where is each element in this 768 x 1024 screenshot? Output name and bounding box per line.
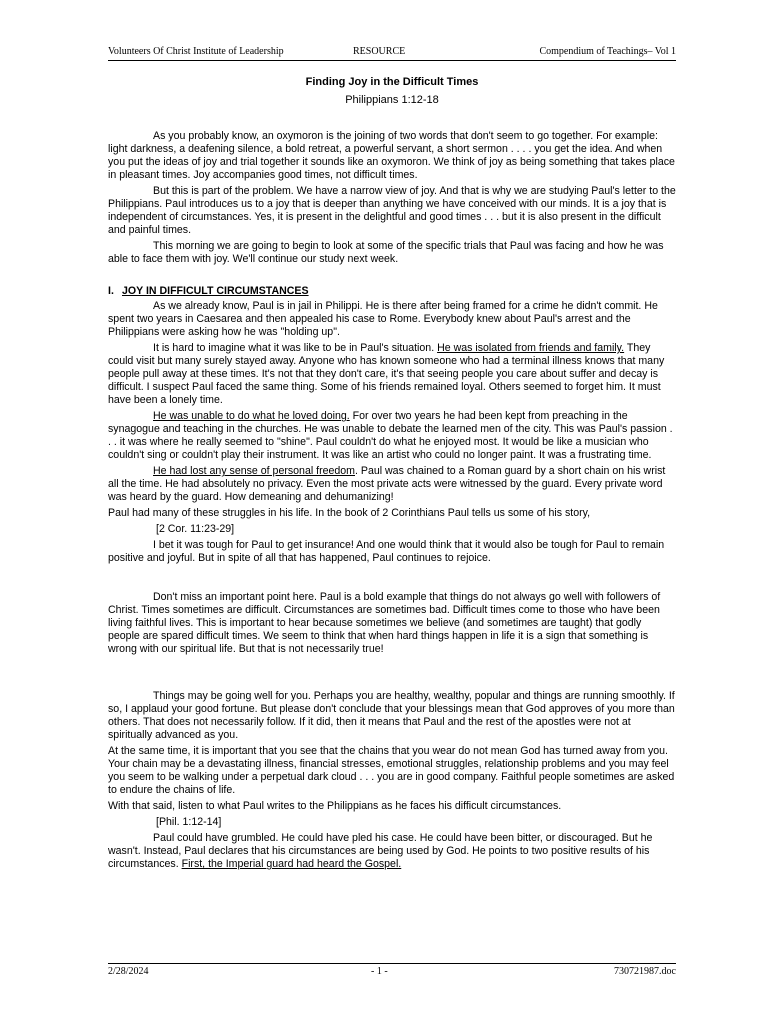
- document-body: [108, 75, 676, 874]
- section-heading: [108, 285, 676, 298]
- header-right: Compendium of Teachings– Vol 1: [539, 46, 676, 57]
- header-left: Volunteers Of Christ Institute of Leadership: [108, 46, 284, 57]
- section-number: I.: [108, 285, 114, 297]
- page-header: [108, 46, 676, 61]
- section-paragraph-6: I bet it was tough for Paul to get insurance! And one would think that it would also be tough for Paul to remain positive and joyful. But in spite of all that has happened, Paul continues to rejoice.: [108, 539, 665, 564]
- underlined-point-guard: First, the Imperial guard had heard the Gospel.: [181, 858, 402, 870]
- paragraph-text: Paul could have grumbled. He could have pled his case. He could have been bitter, or discouraged. But he wasn't. Instead, Paul declares that his circumstances are being used by God. He points to two positive results of his circumstances.: [108, 832, 653, 870]
- scripture-ref-2cor: [2 Cor. 11:23-29]: [156, 523, 235, 535]
- underlined-point-freedom: He had lost any sense of personal freedom: [153, 465, 355, 477]
- scripture-ref-phil: [Phil. 1:12-14]: [156, 816, 222, 828]
- document-title: Finding Joy in the Difficult Times: [305, 76, 479, 88]
- section-label: JOY IN DIFFICULT CIRCUMSTANCES: [122, 285, 309, 297]
- section-paragraph-10: With that said, listen to what Paul writes to the Philippians as he faces his difficult circumstances.: [108, 800, 562, 812]
- section-paragraph-5: Paul had many of these struggles in his life. In the book of 2 Corinthians Paul tells us some of his story,: [108, 507, 591, 519]
- paragraph-text: For over two years he had been kept from preaching in the synagogue and teaching in the churches. He was unable to debate the learned men of the city. This was Paul's passion . . . it was where he really seemed to "shine". Paul couldn't do what he enjoyed most. It would be like a musician who couldn't sing or couldn't play their instrument. It was like an artist who could no longer paint. It was a frustrating time.: [108, 410, 673, 461]
- underlined-point-unable: He was unable to do what he loved doing.: [153, 410, 350, 422]
- section-paragraph-8: Things may be going well for you. Perhaps you are healthy, wealthy, popular and things are running smoothly. If so, I applaud your good fortune. But please don't conclude that your blessings mean that God approves of you more than others. That does not necessarily follow. If it did, then it means that Paul and the rest of the apostles were not at spiritually advanced as you.: [108, 690, 675, 741]
- footer-filename: 730721987.doc: [614, 966, 676, 977]
- intro-paragraph-1: As you probably know, an oxymoron is the joining of two words that don't seem to go together. For example: light darkness, a deafening silence, a bold retreat, a powerful servant, a short sermon . . . . you get the idea. And when you put the ideas of joy and trial together it sounds like an oxymoron. We think of joy as being something that takes place in pleasant times. Joy accompanies good times, not difficult times.: [108, 130, 675, 181]
- page-footer: [108, 963, 676, 980]
- underlined-point-isolated: He was isolated from friends and family.: [437, 342, 625, 354]
- section-paragraph-2: [108, 342, 676, 407]
- intro-paragraph-2: But this is part of the problem. We have a narrow view of joy. And that is why we are studying Paul's letter to the Philippians. Paul introduces us to a joy that is deeper than anything we have conceived with our minds. It is a joy that is independent of circumstances. Yes, it is present in the delightful and good times . . . but it is also present in the difficult and painful times.: [108, 185, 676, 236]
- scripture-reference: Philippians 1:12-18: [345, 94, 439, 106]
- section-paragraph-7: Don't miss an important point here. Paul is a bold example that things do not always go well with followers of Christ. Times sometimes are difficult. Circumstances are sometimes bad. Difficult times come to those who have been living faithful lives. This is important to hear because sometimes we believe (and sometimes are taught) that godly people are spared difficult times. We seem to think that when hard things happen in life it is a sign that something is wrong with our spiritual life. But that is not necessarily true!: [108, 591, 661, 655]
- intro-paragraph-3: This morning we are going to begin to look at some of the specific trials that Paul was facing and how he was able to face them with joy. We'll continue our study next week.: [108, 240, 664, 265]
- section-paragraph-1: As we already know, Paul is in jail in Philippi. He is there after being framed for a crime he didn't commit. He spent two years in Caesarea and then appealed his case to Rome. Everybody knew about Paul's arrest and the Philippians were asking how he was "holding up".: [108, 300, 658, 338]
- footer-page-number: - 1 -: [371, 966, 388, 977]
- paragraph-text: It is hard to imagine what it was like to be in Paul's situation.: [153, 342, 438, 354]
- footer-date: 2/28/2024: [108, 966, 149, 977]
- section-paragraph-11: [108, 832, 676, 871]
- section-paragraph-3: [108, 410, 676, 462]
- paragraph-text: They could visit but many surely stayed away. Anyone who has known someone who had a terminal illness knows that many people pull away at these times. It's not that they don't care, it's that seeing people you care about suffer and decay is difficult. I suspect Paul faced the same thing. Some of his friends remained loyal. Others seemed to forget him. It must have been a lonely time.: [108, 342, 665, 406]
- section-paragraph-4: [108, 465, 676, 504]
- section-paragraph-9: At the same time, it is important that you see that the chains that you wear do not mean God has turned away from you. Your chain may be a devastating illness, financial stresses, emotional struggles, relationship problems and you may feel you seem to be walking under a perpetual dark cloud . . . you are in good company. Faithful people sometimes are asked to endure the chains of life.: [108, 745, 675, 796]
- paragraph-text: . Paul was chained to a Roman guard by a short chain on his wrist all the time. He had absolutely no privacy. Even the most private acts were witnessed by the guard. Every private word was heard by the guard. How demeaning and dehumanizing!: [108, 465, 666, 503]
- header-center: RESOURCE: [353, 46, 406, 57]
